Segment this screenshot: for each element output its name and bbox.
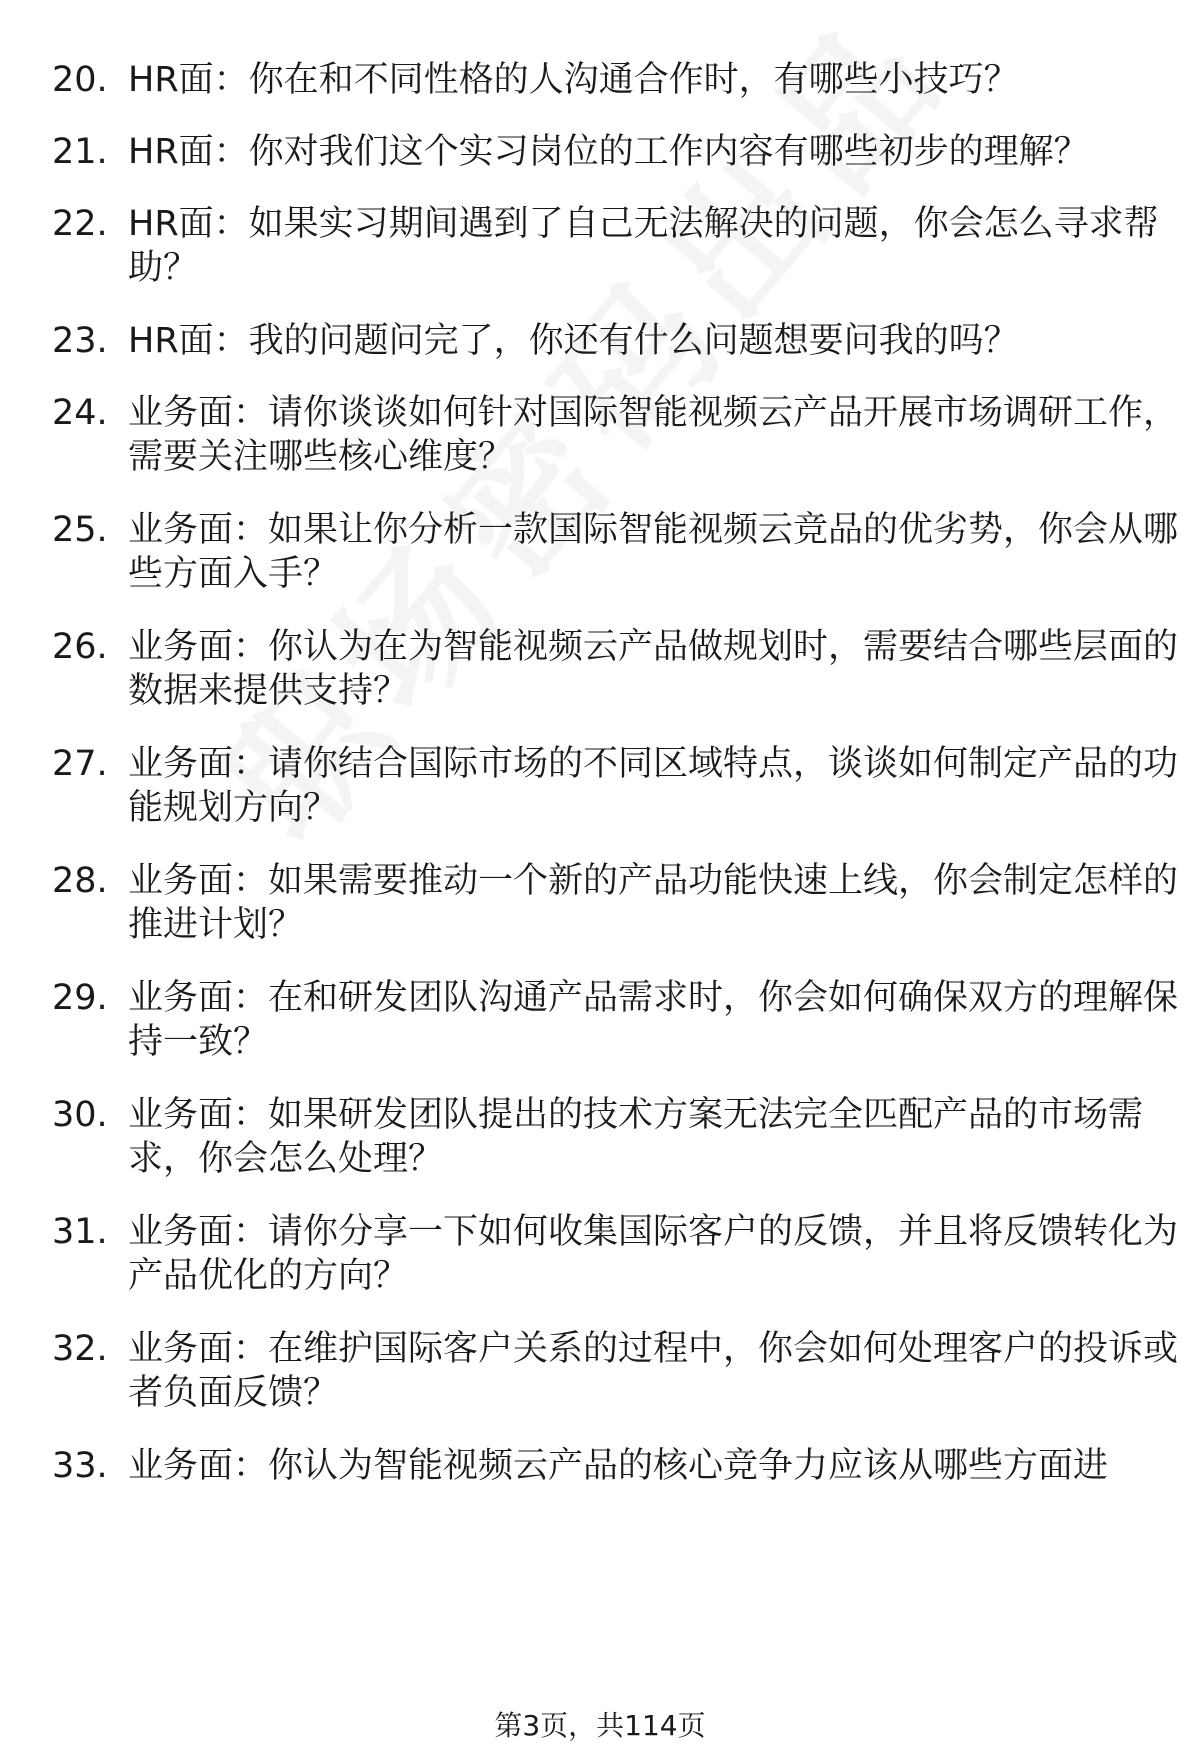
question-text: HR面：你在和不同性格的人沟通合作时，有哪些小技巧？ <box>128 60 1019 100</box>
list-item <box>52 1327 1179 1415</box>
list-item <box>52 859 1179 947</box>
question-number: 25. <box>52 510 108 550</box>
question-text: HR面：我的问题问完了，你还有什么问题想要问我的吗？ <box>128 321 1019 361</box>
question-number: 21. <box>52 132 108 172</box>
list-item <box>52 976 1179 1064</box>
question-number: 26. <box>52 627 108 667</box>
list-item <box>52 1444 1152 1488</box>
question-number: 32. <box>52 1329 108 1369</box>
question-text: 业务面：在维护国际客户关系的过程中，你会如何处理客户的投诉或者负面反馈？ <box>128 1329 1179 1413</box>
question-number: 31. <box>52 1212 108 1252</box>
list-item <box>52 391 1179 479</box>
list-item <box>52 319 1152 363</box>
question-text: 业务面：请你结合国际市场的不同区域特点，谈谈如何制定产品的功能规划方向？ <box>128 744 1179 828</box>
question-number: 22. <box>52 204 108 244</box>
question-number: 23. <box>52 321 108 361</box>
question-number: 28. <box>52 861 108 901</box>
question-text: 业务面：请你分享一下如何收集国际客户的反馈，并且将反馈转化为产品优化的方向？ <box>128 1212 1179 1296</box>
list-item <box>52 508 1179 596</box>
question-text: HR面：如果实习期间遇到了自己无法解决的问题，你会怎么寻求帮助？ <box>128 204 1159 288</box>
question-text: 业务面：如果让你分析一款国际智能视频云竞品的优劣势，你会从哪些方面入手？ <box>128 510 1179 594</box>
question-text: 业务面：你认为智能视频云产品的核心竞争力应该从哪些方面进 <box>128 1446 1109 1486</box>
list-item <box>52 202 1159 290</box>
question-number: 30. <box>52 1095 108 1135</box>
question-number: 24. <box>52 393 108 433</box>
list-item <box>52 130 1152 174</box>
question-number: 20. <box>52 60 108 100</box>
question-text: 业务面：请你谈谈如何针对国际智能视频云产品开展市场调研工作，需要关注哪些核心维度？ <box>128 393 1179 477</box>
list-item <box>52 1210 1179 1298</box>
question-number: 33. <box>52 1446 108 1486</box>
question-text: 业务面：在和研发团队沟通产品需求时，你会如何确保双方的理解保持一致？ <box>128 978 1179 1062</box>
question-text: 业务面：如果需要推动一个新的产品功能快速上线，你会制定怎样的推进计划？ <box>128 861 1179 945</box>
question-number: 29. <box>52 978 108 1018</box>
page-number-footer: 第3页，共114页 <box>494 1709 706 1742</box>
list-item <box>52 58 1152 102</box>
list-item <box>52 625 1179 713</box>
list-item <box>52 742 1179 830</box>
question-text: HR面：你对我们这个实习岗位的工作内容有哪些初步的理解？ <box>128 132 1089 172</box>
question-text: 业务面：你认为在为智能视频云产品做规划时，需要结合哪些层面的数据来提供支持？ <box>128 627 1179 711</box>
list-item <box>52 1093 1152 1181</box>
question-number: 27. <box>52 744 108 784</box>
question-text: 业务面：如果研发团队提出的技术方案无法完全匹配产品的市场需求，你会怎么处理？ <box>128 1095 1144 1179</box>
